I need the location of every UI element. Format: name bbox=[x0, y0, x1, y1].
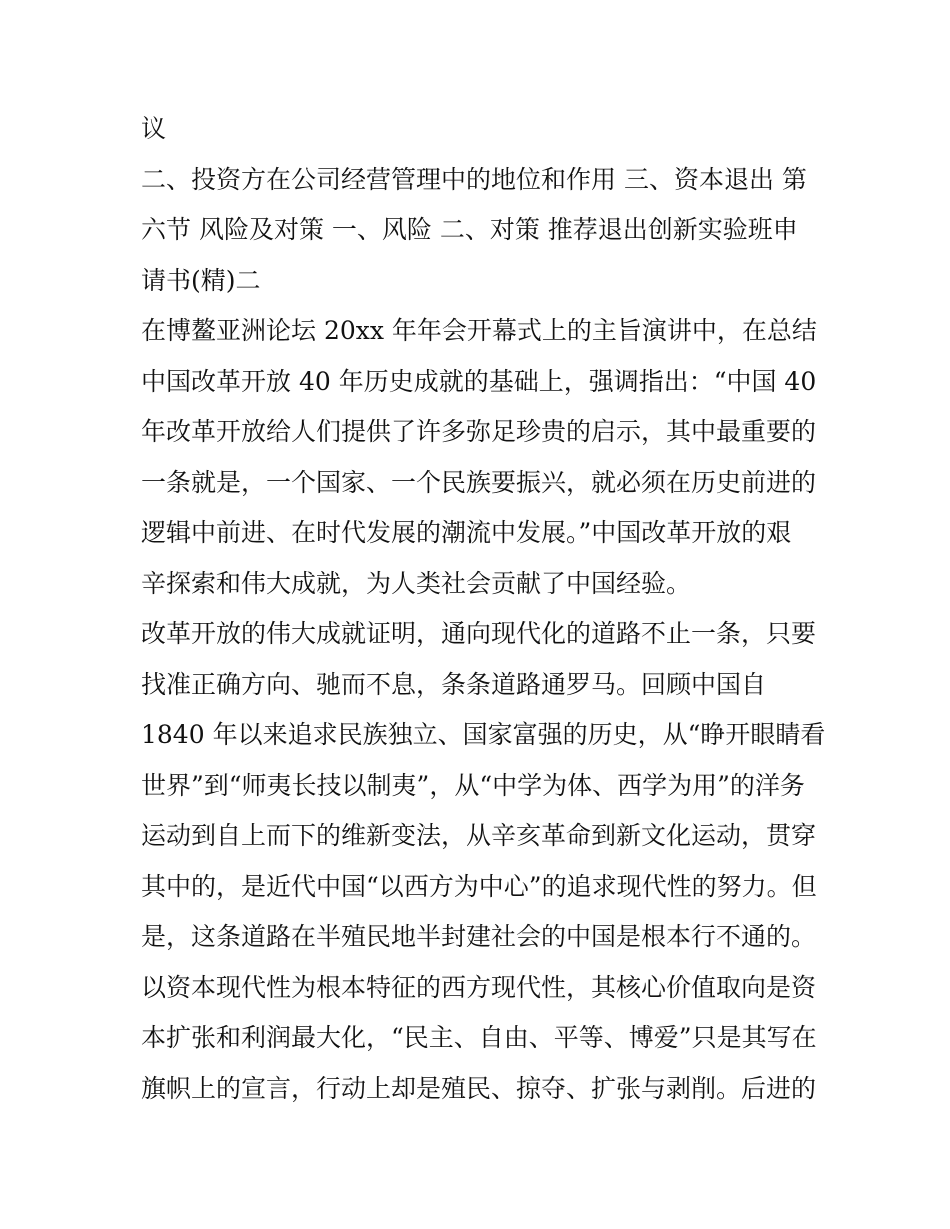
document-body bbox=[141, 104, 826, 1114]
text-line: 是，这条道路在半殖民地半封建社会的中国是根本行不通的。 bbox=[141, 922, 817, 951]
text-line: 旗帜上的宣言，行动上却是殖民、掠夺、扩张与剥削。后进的 bbox=[141, 1073, 817, 1103]
text-line: 以资本现代性为根本特征的西方现代性，其核心价值取向是资 bbox=[141, 972, 817, 1002]
text-line: 年改革开放给人们提供了许多弥足珍贵的启示，其中最重要的 bbox=[141, 417, 817, 446]
text-line: 改革开放的伟大成就证明，通向现代化的道路不止一条，只要 bbox=[141, 619, 817, 648]
text-line: 二、投资方在公司经营管理中的地位和作用 三、资本退出 第 bbox=[141, 164, 807, 194]
text-line: 一条就是，一个国家、一个民族要振兴，就必须在历史前进的 bbox=[141, 467, 817, 497]
text-line: 本扩张和利润最大化，“民主、自由、平等、博爱”只是其写在 bbox=[141, 1023, 817, 1052]
text-line: 六节 风险及对策 一、风险 二、对策 推荐退出创新实验班申 bbox=[141, 215, 798, 244]
text-line: 辛探索和伟大成就，为人类社会贡献了中国经验。 bbox=[141, 568, 692, 598]
text-line: 世界”到“师夷长技以制夷”，从“中学为体、西学为用”的洋务 bbox=[141, 770, 805, 800]
text-line: 在博鳌亚洲论坛 20xx 年年会开幕式上的主旨演讲中，在总结 bbox=[141, 316, 817, 345]
text-line: 1840 年以来追求民族独立、国家富强的历史，从“睁开眼睛看 bbox=[141, 720, 826, 749]
text-line: 找准正确方向、驰而不息，条条道路通罗马。回顾中国自 bbox=[141, 669, 767, 699]
text-line: 议 bbox=[141, 114, 167, 143]
text-line: 请书(精)二 bbox=[141, 265, 261, 295]
text-line: 中国改革开放 40 年历史成就的基础上，强调指出：“中国 40 bbox=[141, 366, 817, 396]
text-line: 运动到自上而下的维新变法，从辛亥革命到新文化运动，贯穿 bbox=[141, 821, 817, 850]
text-line: 其中的，是近代中国“以西方为中心”的追求现代性的努力。但 bbox=[141, 871, 817, 901]
text-line: 逻辑中前进、在时代发展的潮流中发展。”中国改革开放的艰 bbox=[141, 518, 792, 547]
